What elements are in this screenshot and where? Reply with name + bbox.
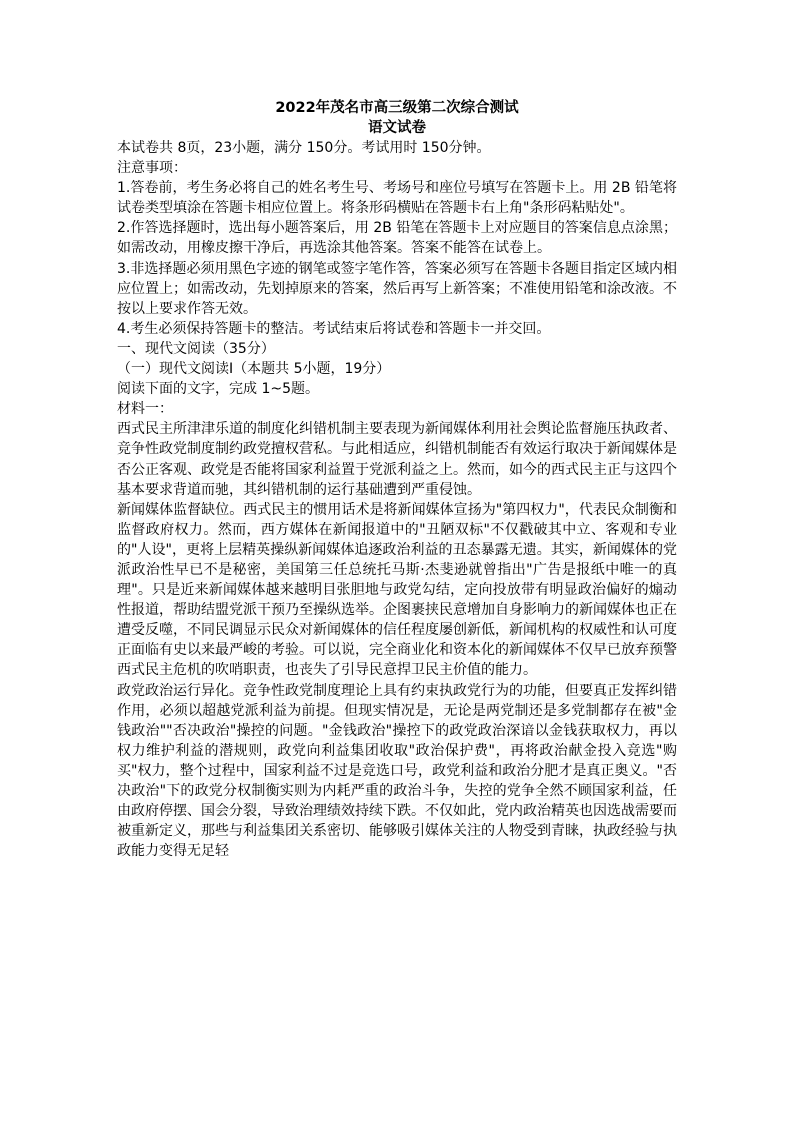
notice-item-3: 3.非选择题必须用黑色字迹的钢笔或签字笔作答，答案必须写在答题卡各题目指定区域内相应位置上；如需改动，先划掉原来的答案，然后再写上新答案；不准使用铅笔和涂改液。不按以上要求作答无效。 [117,260,677,317]
notice-heading: 注意事项： [117,160,187,177]
notice-item-2: 2.作答选择题时，选出每小题答案后，用 2B 铅笔在答题卡上对应题目的答案信息点涂黑；如需改动，用橡皮擦干净后，再选涂其他答案。答案不能答在试卷上。 [117,220,677,257]
notice-item-1: 1.答卷前，考生务必将自己的姓名考生号、考场号和座位号填写在答题卡上。用 2B 铅笔将试卷类型填涂在答题卡相应位置上。将条形码横贴在答题卡右上角"条形码粘贴处"。 [117,180,677,217]
material-label: 材料一： [117,401,173,418]
exam-title: 2022年茂名市高三级第二次综合测试 [275,100,519,116]
section-heading: 一、现代文阅读（35分） [117,340,275,357]
exam-intro: 本试卷共 8页，23小题，满分 150分。考试用时 150分钟。 [117,140,491,156]
notice-item-4: 4.考生必须保持答题卡的整洁。考试结束后将试卷和答题卡一并交回。 [117,320,551,337]
body-paragraph: 西式民主所津津乐道的制度化纠错机制主要表现为新闻媒体利用社会舆论监督施压执政者、竞争性政党制度制约政党擅权营私。与此相适应，纠错机制能否有效运行取决于新闻媒体是否公正客观、政党是否能将国家利益置于党派利益之上。然而，如今的西式民主正与这四个基本要求背道而驰，其纠错机制的运行基础遭到严重侵蚀。 [117,421,677,498]
subsection-heading: （一）现代文阅读Ⅰ（本题共 5小题，19分） [117,361,391,378]
exam-page [117,98,677,861]
body-paragraph: 新闻媒体监督缺位。西式民主的惯用话术是将新闻媒体宣扬为"第四权力"，代表民众制衡和监督政府权力。然而，西方媒体在新闻报道中的"丑陋双标"不仅戳破其中立、客观和专业的"人设"，更将上层精英操纵新闻媒体追逐政治利益的丑态暴露无遗。其实，新闻媒体的党派政治性早已不是秘密，美国第三任总统托马斯·杰斐逊就曾指出"广告是报纸中唯一的真理"。只是近来新闻媒体越来越明目张胆地与政党勾结，定向投放带有明显政治偏好的煽动性报道，帮助结盟党派干预乃至操纵选举。企图裹挟民意增加自身影响力的新闻媒体也正在遭受反噬，不同民调显示民众对新闻媒体的信任程度屡创新低，新闻机构的权威性和认可度正面临有史以来最严峻的考验。可以说，完全商业化和资本化的新闻媒体不仅早已放弃预警西式民主危机的吹哨职责，也丧失了引导民意捍卫民主价值的能力。 [117,501,677,679]
reading-instruction: 阅读下面的文字，完成 1~5题。 [117,381,319,398]
exam-subtitle: 语文试卷 [368,120,426,136]
body-paragraph: 政党政治运行异化。竞争性政党制度理论上具有约束执政党行为的功能，但要真正发挥纠错作用，必须以超越党派利益为前提。但现实情况是，无论是两党制还是多党制都存在被"金钱政治""否决政治"操控的问题。"金钱政治"操控下的政党政治深谙以金钱获取权力，再以权力维护利益的潜规则，政党向利益集团收取"政治保护费"，再将政治献金投入竞选"购买"权力，整个过程中，国家利益不过是竞选口号，政党利益和政治分肥才是真正奥义。"否决政治"下的政党分权制衡实则为内耗严重的政治斗争，失控的党争全然不顾国家利益，任由政府停摆、国会分裂，导致治理绩效持续下跌。不仅如此，党内政治精英也因选战需要而被重新定义，那些与利益集团关系密切、能够吸引媒体关注的人物受到青睐，执政经验与执政能力变得无足轻 [117,682,677,860]
